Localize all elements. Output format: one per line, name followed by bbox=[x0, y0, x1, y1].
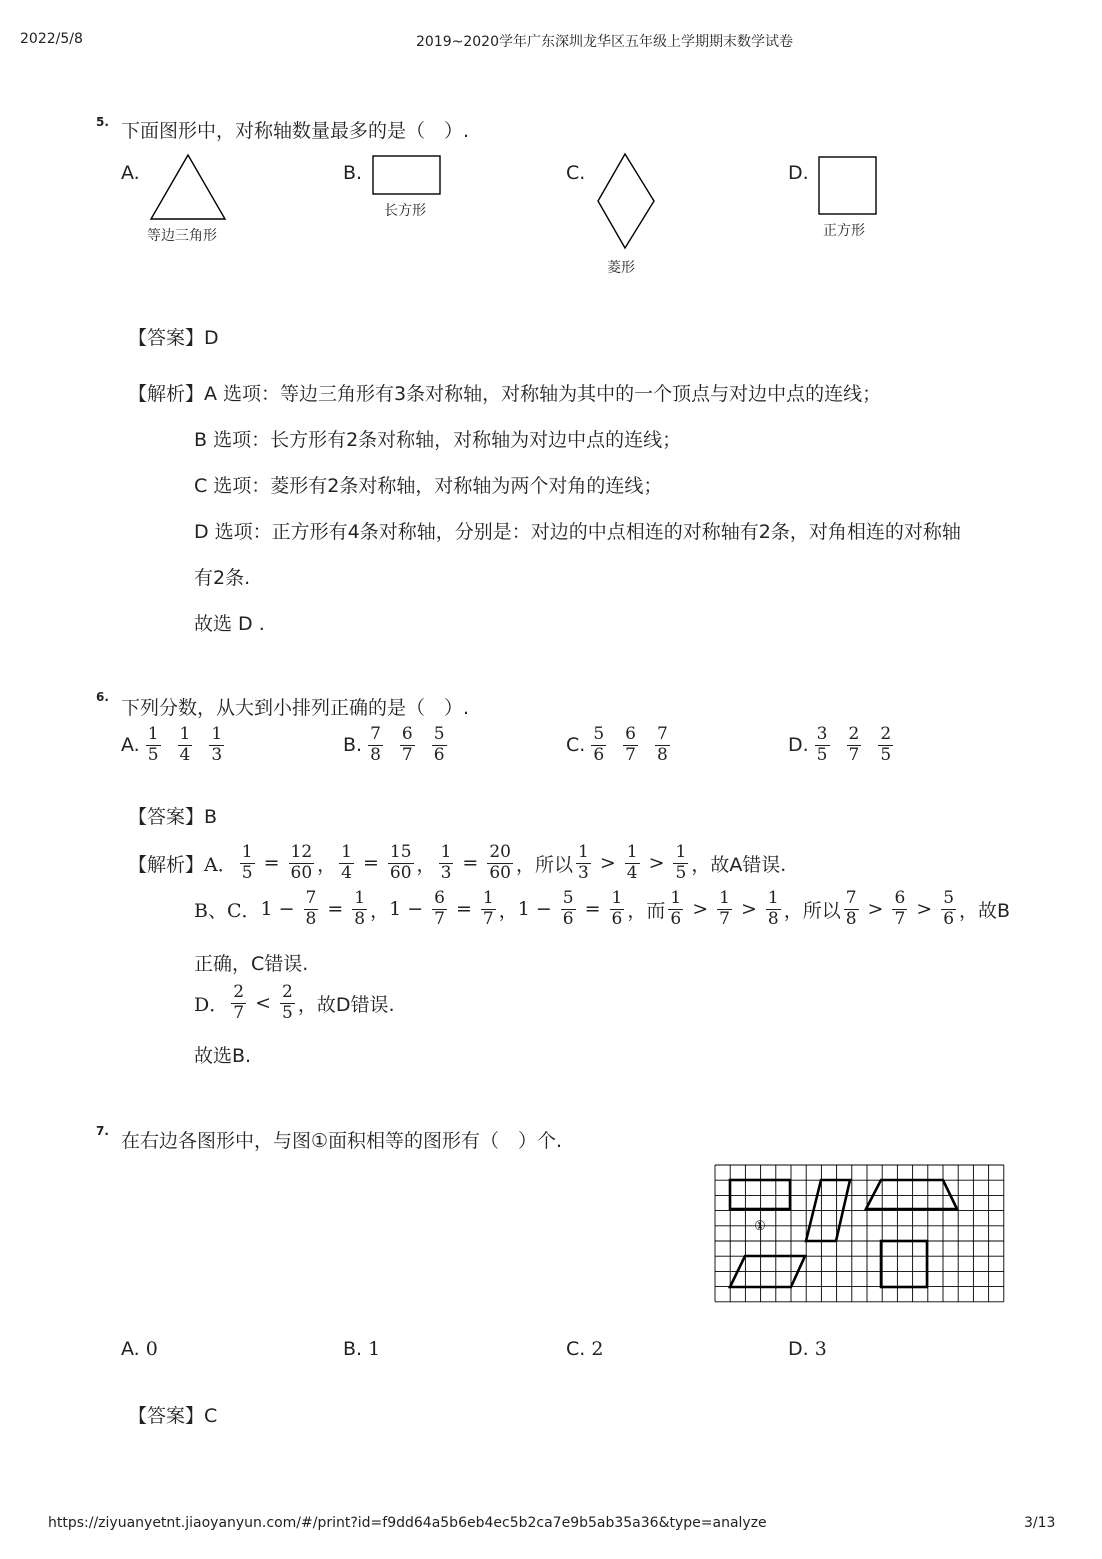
analysis-text: A 选项：等边三角形有3条对称轴，对称轴为其中的一个顶点与对边中点的连线； bbox=[204, 383, 882, 405]
option-letter: A. bbox=[121, 734, 140, 757]
answer-value: D bbox=[204, 327, 219, 349]
analysis-text: 正确，C错误. bbox=[194, 953, 309, 975]
fraction: $\frac{2}{7}$ bbox=[233, 982, 245, 1023]
option-value: 0 bbox=[145, 1338, 158, 1360]
fraction: $\frac{20}{60}$ bbox=[489, 842, 511, 883]
analysis-text: B 选项：长方形有2条对称轴，对称轴为对边中点的连线； bbox=[194, 429, 682, 451]
option-d-caption: 正方形 bbox=[823, 223, 865, 239]
fraction: $\frac{1}{4}$ bbox=[626, 842, 638, 883]
print-date: 2022/5/8 bbox=[20, 31, 83, 47]
analysis-connector: 所以 bbox=[534, 853, 573, 876]
fraction: $\frac{6}{7}$ bbox=[625, 724, 636, 765]
analysis-text: 故选 D . bbox=[194, 613, 265, 635]
fraction: $\frac{6}{7}$ bbox=[434, 888, 445, 929]
fraction: $\frac{5}{6}$ bbox=[433, 724, 445, 765]
option-letter: B. bbox=[343, 1338, 363, 1360]
fraction: $\frac{7}{8}$ bbox=[305, 888, 317, 929]
rectangle-figure bbox=[370, 153, 444, 197]
fraction: $\frac{1}{3}$ bbox=[440, 842, 452, 883]
shape-square bbox=[881, 1241, 927, 1287]
square-figure bbox=[816, 154, 880, 218]
shape-1-rectangle bbox=[730, 1180, 790, 1209]
option-d bbox=[788, 1338, 827, 1360]
fraction: $\frac{1}{8}$ bbox=[767, 888, 779, 929]
option-letter: C. bbox=[566, 734, 586, 757]
page-number: 3/13 bbox=[1024, 1515, 1056, 1531]
answer-label: 【答案】 bbox=[128, 1405, 205, 1427]
analysis-text: 故选B. bbox=[194, 1045, 252, 1067]
option-value: 3 bbox=[814, 1338, 827, 1360]
rhombus-figure bbox=[594, 150, 658, 252]
option-b bbox=[343, 725, 450, 765]
question-number: 7. bbox=[96, 1124, 109, 1138]
fraction: $\frac{1}{6}$ bbox=[611, 888, 623, 929]
fraction: $\frac{1}{6}$ bbox=[670, 888, 682, 929]
question-stem: 下列分数，从大到小排列正确的是（ ）. bbox=[121, 697, 470, 719]
option-value: 2 bbox=[591, 1338, 604, 1360]
answer-value: C bbox=[204, 1405, 218, 1427]
option-c bbox=[566, 1338, 603, 1360]
option-value: 1 bbox=[368, 1338, 381, 1360]
page-title: 2019~2020学年广东深圳龙华区五年级上学期期末数学试卷 bbox=[416, 34, 793, 50]
option-a bbox=[121, 725, 227, 765]
option-letter: B. bbox=[343, 734, 363, 757]
analysis-prefix: D． bbox=[194, 993, 229, 1016]
answer-value: B bbox=[204, 806, 218, 828]
fraction: $\frac{6}{7}$ bbox=[894, 888, 906, 929]
answer-line bbox=[128, 323, 219, 350]
analysis-line-d: D． $\frac{2}{7}$ < $\frac{2}{5}$ ，故D错误. bbox=[194, 982, 395, 1023]
option-letter: D. bbox=[788, 1338, 809, 1360]
fraction: $\frac{5}{6}$ bbox=[562, 888, 574, 929]
analysis-label: 【解析】 bbox=[128, 853, 205, 876]
analysis-line-a: 【解析】 A． $\frac{1}{5}$ = $\frac{12}{60}$ ， $\frac{1}{4}$ = $\frac{15}{60}$ ， $\frac{1}{3}$ = $\frac{20}{60}$ ， 所以 $\frac{1}{3}$ > $\frac{1}{4}$ > $\frac{1}{5}$ ，故A错误. bbox=[128, 842, 787, 883]
analysis-conclusion: ，故D错误. bbox=[297, 993, 395, 1016]
analysis-connector: 而 bbox=[646, 899, 666, 922]
question-number: 5. bbox=[96, 115, 109, 129]
fraction: $\frac{7}{8}$ bbox=[845, 888, 857, 929]
analysis-conclusion: ，故B bbox=[959, 899, 1011, 922]
fraction: $\frac{1}{3}$ bbox=[211, 724, 223, 765]
fraction: $\frac{5}{6}$ bbox=[943, 888, 955, 929]
fraction: $\frac{1}{8}$ bbox=[354, 888, 366, 929]
analysis-text: 有2条. bbox=[194, 567, 251, 589]
analysis-text: D 选项：正方形有4条对称轴，分别是：对边的中点相连的对称轴有2条，对角相连的对称轴 bbox=[194, 521, 961, 543]
option-c bbox=[566, 725, 673, 765]
shape-1-label: ① bbox=[754, 1219, 766, 1234]
question-stem: 下面图形中，对称轴数量最多的是（ ）. bbox=[121, 120, 470, 142]
analysis-label: 【解析】 bbox=[128, 383, 205, 405]
answer-line bbox=[128, 1401, 217, 1428]
option-c-caption: 菱形 bbox=[607, 260, 635, 276]
fraction: $\frac{6}{7}$ bbox=[401, 724, 413, 765]
fraction: $\frac{5}{6}$ bbox=[593, 724, 605, 765]
analysis-connector: 所以 bbox=[802, 899, 841, 922]
fraction: $\frac{7}{8}$ bbox=[370, 724, 381, 765]
option-b-letter: B. bbox=[343, 162, 363, 184]
question-stem: 在右边各图形中，与图①面积相等的图形有（ ）个. bbox=[121, 1130, 563, 1152]
analysis-line bbox=[128, 379, 881, 406]
fraction: $\frac{1}{5}$ bbox=[675, 842, 687, 883]
fraction: $\frac{1}{7}$ bbox=[482, 888, 494, 929]
option-letter: C. bbox=[566, 1338, 586, 1360]
answer-label: 【答案】 bbox=[128, 327, 205, 349]
option-d bbox=[788, 725, 896, 765]
equilateral-triangle-figure bbox=[145, 150, 231, 224]
option-b-caption: 长方形 bbox=[384, 203, 426, 219]
option-a bbox=[121, 1338, 158, 1360]
option-a-letter: A. bbox=[121, 162, 140, 184]
fraction: $\frac{2}{7}$ bbox=[848, 724, 860, 765]
footer-url[interactable]: https://ziyuanyetnt.jiaoyanyun.com/#/print?id=f9dd64a5b6eb4ec5b2ca7e9b5ab35a36&type=analyze bbox=[48, 1515, 767, 1531]
analysis-line-bc: B、C． 1 − $\frac{7}{8}$ = $\frac{1}{8}$ ， 1 − $\frac{6}{7}$ = $\frac{1}{7}$ ， 1 − $\frac{5}{6}$ = $\frac{1}{6}$ ， 而 $\frac{1}{6}$ > $\frac{1}{7}$ > $\frac{1}{8}$ ， 所以 $\frac{7}{8}$ > $\frac{6}{7}$ > $\frac{5}{6}$ ，故B bbox=[194, 888, 1011, 929]
option-d-letter: D. bbox=[788, 162, 809, 184]
fraction: $\frac{1}{5}$ bbox=[241, 842, 253, 883]
grid-figure bbox=[712, 1163, 1006, 1305]
fraction: $\frac{1}{5}$ bbox=[147, 724, 159, 765]
analysis-conclusion: ，故A错误. bbox=[691, 853, 787, 876]
answer-line bbox=[128, 802, 217, 829]
fraction: $\frac{15}{60}$ bbox=[389, 842, 412, 883]
fraction: $\frac{2}{5}$ bbox=[880, 724, 892, 765]
fraction: $\frac{2}{5}$ bbox=[281, 982, 293, 1023]
fraction: $\frac{7}{8}$ bbox=[656, 724, 668, 765]
option-letter: D. bbox=[788, 734, 809, 757]
option-c-letter: C. bbox=[566, 162, 586, 184]
analysis-prefix: B、C． bbox=[194, 899, 261, 922]
analysis-text: C 选项：菱形有2条对称轴，对称轴为两个对角的连线； bbox=[194, 475, 663, 497]
fraction: $\frac{1}{4}$ bbox=[341, 842, 352, 883]
fraction: $\frac{3}{5}$ bbox=[816, 724, 828, 765]
analysis-prefix: A． bbox=[204, 853, 237, 876]
fraction: $\frac{1}{7}$ bbox=[719, 888, 730, 929]
fraction: $\frac{1}{3}$ bbox=[577, 842, 589, 883]
option-b bbox=[343, 1338, 380, 1360]
fraction: $\frac{1}{4}$ bbox=[179, 724, 191, 765]
question-number: 6. bbox=[96, 690, 109, 704]
fraction: $\frac{12}{60}$ bbox=[290, 842, 313, 883]
option-a-caption: 等边三角形 bbox=[147, 228, 217, 244]
option-letter: A. bbox=[121, 1338, 140, 1360]
answer-label: 【答案】 bbox=[128, 806, 205, 828]
